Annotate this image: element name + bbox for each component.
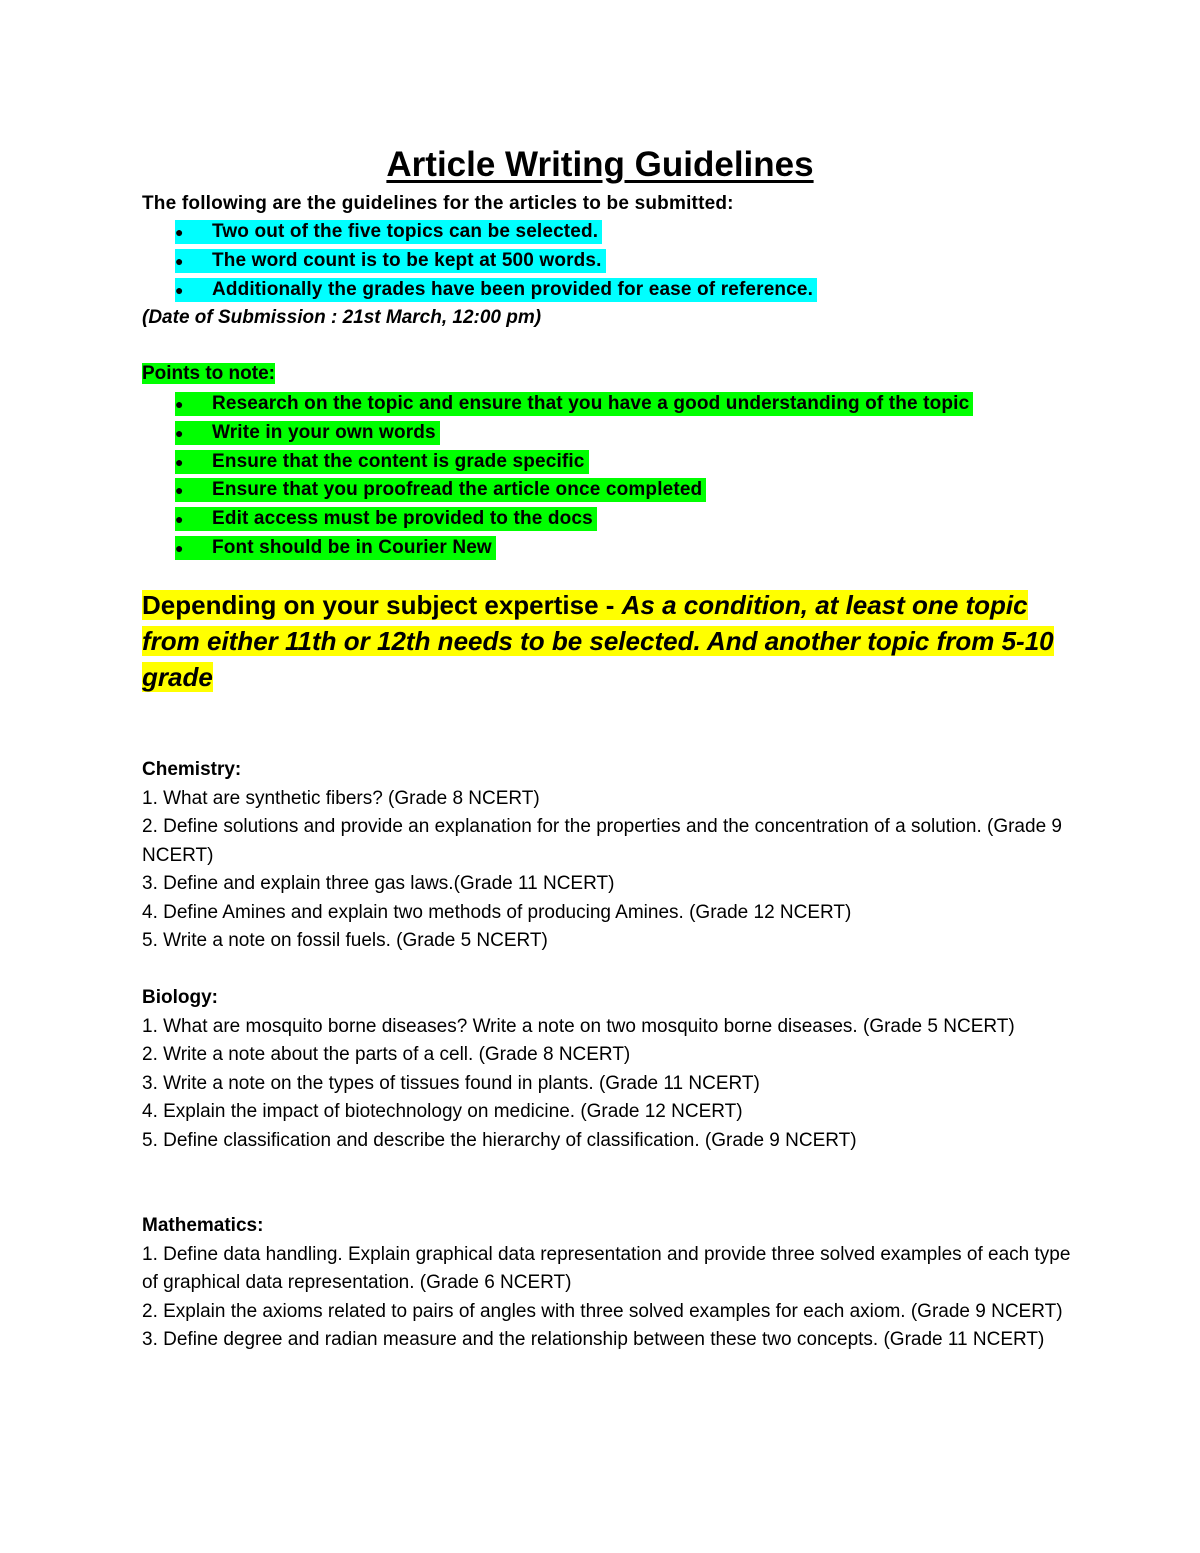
list-item: ● Ensure that you proofread the article once completed xyxy=(175,476,973,505)
points-heading: Points to note: xyxy=(142,363,275,384)
submission-date: (Date of Submission : 21st March, 12:00 pm) xyxy=(142,307,542,328)
bullet-dot-icon: ● xyxy=(175,511,184,528)
topic-item: 4. Define Amines and explain two methods of producing Amines. (Grade 12 NCERT) xyxy=(142,901,852,923)
topic-item: 3. Write a note on the types of tissues found in plants. (Grade 11 NCERT) xyxy=(142,1072,760,1094)
list-item: ● Research on the topic and ensure that you have a good understanding of the topic xyxy=(175,390,973,419)
bullet-dot-icon: ● xyxy=(175,453,184,470)
section-heading: Biology: xyxy=(142,987,218,1008)
list-item: ● Additionally the grades have been provided for ease of reference. xyxy=(175,275,817,304)
topic-item: 1. Define data handling. Explain graphical data representation and provide three solved examples of each type of graphical data representation. (Grade 6 NCERT) xyxy=(142,1243,1071,1293)
bullet-dot-icon: ● xyxy=(175,396,184,413)
list-item: ● Write in your own words xyxy=(175,419,973,448)
selection-condition: Depending on your subject expertise - As a condition, at least one topic from either 11th or 12th needs to be selected. And another topic from 5-10 grade xyxy=(142,590,1054,692)
intro-text: The following are the guidelines for the articles to be submitted: xyxy=(142,193,734,214)
topic-item: 2. Explain the axioms related to pairs of angles with three solved examples for each axiom. (Grade 9 NCERT) xyxy=(142,1300,1063,1322)
list-item: ● Two out of the five topics can be selected. xyxy=(175,218,817,247)
mathematics-section xyxy=(142,1212,1072,1355)
bullet-dot-icon: ● xyxy=(175,281,184,298)
bullet-dot-icon: ● xyxy=(175,482,184,499)
topic-item: 1. What are mosquito borne diseases? Write a note on two mosquito borne diseases. (Grade 5 NCERT) xyxy=(142,1015,1015,1037)
bullet-dot-icon: ● xyxy=(175,253,184,270)
list-item: ● Ensure that the content is grade specific xyxy=(175,447,973,476)
biology-section xyxy=(142,984,1072,1155)
topic-item: 5. Write a note on fossil fuels. (Grade 5 NCERT) xyxy=(142,930,548,951)
guidelines-list xyxy=(175,218,817,304)
list-item: ● Edit access must be provided to the docs xyxy=(175,505,973,534)
topic-item: 3. Define and explain three gas laws.(Grade 11 NCERT) xyxy=(142,873,615,894)
bullet-dot-icon: ● xyxy=(175,539,184,556)
topic-item: 4. Explain the impact of biotechnology on medicine. (Grade 12 NCERT) xyxy=(142,1101,743,1122)
topic-item: 2. Write a note about the parts of a cell. (Grade 8 NCERT) xyxy=(142,1044,631,1065)
topic-item: 1. What are synthetic fibers? (Grade 8 NCERT) xyxy=(142,787,540,809)
bullet-dot-icon: ● xyxy=(175,224,184,241)
topic-item: 5. Define classification and describe the hierarchy of classification. (Grade 9 NCERT) xyxy=(142,1129,857,1151)
list-item: ● The word count is to be kept at 500 words. xyxy=(175,247,817,276)
section-heading: Chemistry: xyxy=(142,759,242,780)
points-list xyxy=(175,390,973,562)
topic-item: 3. Define degree and radian measure and the relationship between these two concepts. (Grade 11 NCERT) xyxy=(142,1329,1045,1350)
topic-item: 2. Define solutions and provide an explanation for the properties and the concentration of a solution. (Grade 9 NCERT) xyxy=(142,816,1062,866)
list-item: ● Font should be in Courier New xyxy=(175,533,973,562)
chemistry-section xyxy=(142,756,1072,956)
page-title: Article Writing Guidelines xyxy=(386,145,814,184)
section-heading: Mathematics: xyxy=(142,1215,264,1236)
bullet-dot-icon: ● xyxy=(175,425,184,442)
